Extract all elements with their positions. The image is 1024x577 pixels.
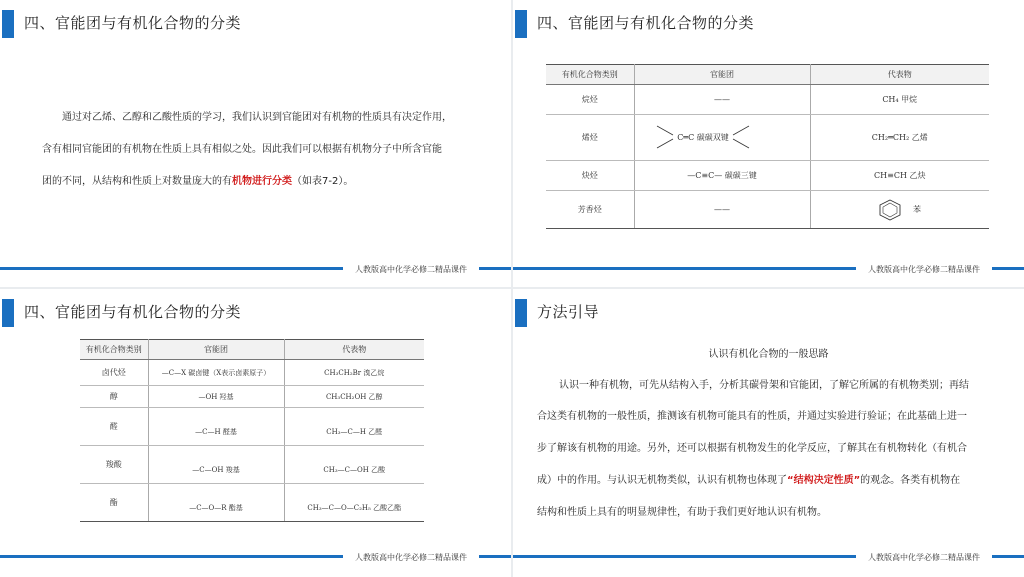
footer-caption: 人教版高中化学必修二精品课件	[868, 553, 980, 562]
group-cell: —OH 羟基	[148, 386, 284, 408]
table-row	[80, 360, 424, 386]
column-header: 官能团	[148, 340, 284, 360]
paragraph-text: 的观念。各类有机物在	[860, 475, 961, 486]
highlight-text: “结构决定性质”	[787, 475, 861, 486]
representative-cell: CH₃—C—OH 乙酸	[284, 446, 424, 484]
representative-cell: CH₂═CH₂ 乙烯	[810, 115, 989, 161]
column-header: 代表物	[810, 65, 989, 85]
class-cell: 醇	[80, 386, 148, 408]
class-cell: 烷烃	[546, 85, 634, 115]
footer-rule	[513, 267, 856, 270]
class-cell: 芳香烃	[546, 191, 634, 229]
slide-classification-table-2[interactable]	[0, 289, 511, 577]
column-header: 有机化合物类别	[80, 340, 148, 360]
column-header: 有机化合物类别	[546, 65, 634, 85]
footer-rule	[0, 555, 343, 558]
slide-method-guide[interactable]	[513, 289, 1024, 577]
representative-cell: CH≡CH 乙炔	[810, 161, 989, 191]
paragraph-line	[537, 471, 960, 486]
paragraph-text: 成）中的作用。与认识无机物类似，认识有机物也体现了	[537, 475, 787, 486]
table-row	[80, 386, 424, 408]
group-cell: —C—O—R 酯基	[148, 484, 284, 522]
paragraph-line	[42, 172, 353, 187]
title-accent-bar	[515, 299, 527, 327]
paragraph-text: （如表7-2）。	[292, 176, 354, 187]
class-cell: 羧酸	[80, 446, 148, 484]
table-header-row	[80, 340, 424, 360]
representative-name: 苯	[913, 204, 922, 214]
footer-caption: 人教版高中化学必修二精品课件	[355, 553, 467, 562]
group-cell: —C—H 醛基	[148, 408, 284, 446]
classification-table	[546, 64, 989, 229]
title-accent-bar	[2, 299, 14, 327]
slide-title: 四、官能团与有机化合物的分类	[24, 303, 242, 321]
group-cell: ——	[634, 85, 810, 115]
slide-title: 四、官能团与有机化合物的分类	[537, 14, 755, 32]
footer-caption: 人教版高中化学必修二精品课件	[868, 265, 980, 274]
column-header: 代表物	[284, 340, 424, 360]
classification-table	[80, 339, 424, 522]
group-cell: ——	[634, 191, 810, 229]
double-bond-structure-icon	[647, 120, 797, 154]
group-cell: —C≡C— 碳碳三键	[634, 161, 810, 191]
table-row	[80, 408, 424, 446]
table-header-row	[546, 65, 989, 85]
footer-rule	[992, 555, 1024, 558]
title-accent-bar	[515, 10, 527, 38]
paragraph-line: 通过对乙烯、乙醇和乙酸性质的学习，我们认识到官能团对有机物的性质具有决定作用，	[62, 112, 452, 123]
slide-title: 四、官能团与有机化合物的分类	[24, 14, 242, 32]
table-row	[80, 446, 424, 484]
class-cell: 醛	[80, 408, 148, 446]
table-row	[546, 115, 989, 161]
table-row	[546, 85, 989, 115]
slide-classification-table-1[interactable]	[513, 0, 1024, 287]
group-cell: —C—OH 羧基	[148, 446, 284, 484]
table-row	[546, 191, 989, 229]
group-cell	[634, 115, 810, 161]
representative-cell: CH₃CH₂Br 溴乙烷	[284, 360, 424, 386]
paragraph-line: 步了解该有机物的用途。另外，还可以根据有机物发生的化学反应，了解其在有机物转化（有机合	[537, 443, 967, 454]
group-formula: C═C 碳碳双键	[677, 132, 729, 142]
group-cell: —C—X 碳卤键（X表示卤素原子）	[148, 360, 284, 386]
paragraph-line: 含有相同官能团的有机物在性质上具有相似之处。因此我们可以根据有机物分子中所含官能	[42, 144, 442, 155]
slide-functional-groups-intro[interactable]	[0, 0, 511, 287]
paragraph-text: 团的不同，从结构和性质上对数量庞大的有	[42, 176, 232, 187]
table-row	[546, 161, 989, 191]
footer-rule	[992, 267, 1024, 270]
paragraph-line: 合这类有机物的一般性质，推测该有机物可能具有的性质，并通过实验进行验证；在此基础上进一	[537, 411, 967, 422]
class-cell: 烯烃	[546, 115, 634, 161]
class-cell: 酯	[80, 484, 148, 522]
paragraph-line: 认识一种有机物，可先从结构入手，分析其碳骨架和官能团，了解它所属的有机物类别；再结	[559, 380, 969, 391]
section-subtitle: 认识有机化合物的一般思路	[708, 349, 829, 360]
highlight-text: 机物进行分类	[232, 176, 292, 187]
slide-title: 方法引导	[537, 303, 600, 321]
representative-cell: CH₃—C—O—C₂H₅ 乙酸乙酯	[284, 484, 424, 522]
class-cell: 卤代烃	[80, 360, 148, 386]
benzene-ring-icon	[878, 199, 902, 221]
title-accent-bar	[2, 10, 14, 38]
class-cell: 炔烃	[546, 161, 634, 191]
footer-rule	[513, 555, 856, 558]
representative-cell: CH₃—C—H 乙醛	[284, 408, 424, 446]
footer-caption: 人教版高中化学必修二精品课件	[355, 265, 467, 274]
column-header: 官能团	[634, 65, 810, 85]
paragraph-line: 结构和性质上具有的明显规律性，有助于我们更好地认识有机物。	[537, 507, 827, 518]
footer-rule	[479, 555, 511, 558]
representative-cell: CH₄ 甲烷	[810, 85, 989, 115]
footer-rule	[479, 267, 511, 270]
representative-cell: CH₃CH₂OH 乙醇	[284, 386, 424, 408]
table-row	[80, 484, 424, 522]
representative-cell	[810, 191, 989, 229]
footer-rule	[0, 267, 343, 270]
